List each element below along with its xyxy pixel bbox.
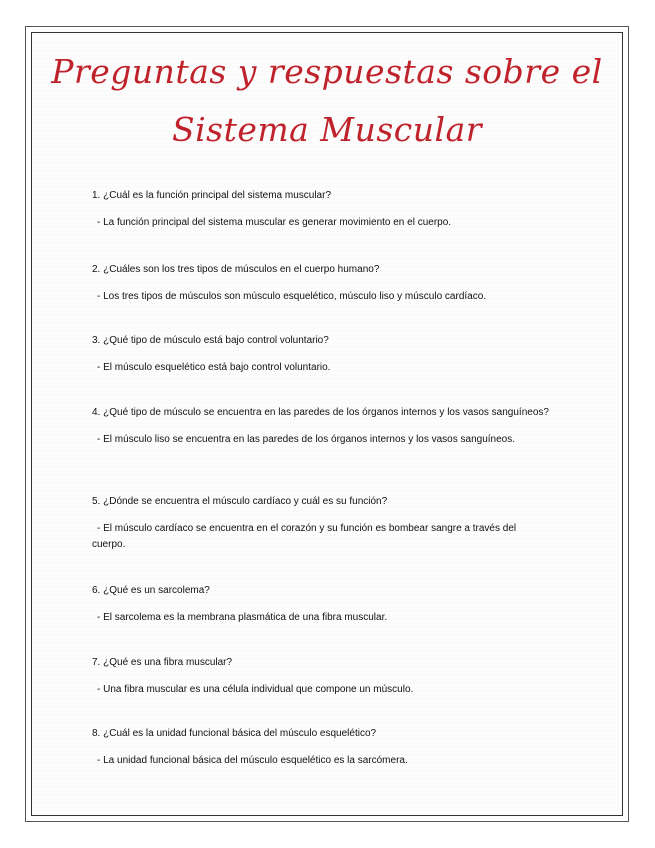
answer-8: - La unidad funcional básica del músculo esquelético es la sarcómera.: [97, 755, 408, 766]
question-8: 8. ¿Cuál es la unidad funcional básica del músculo esquelético?: [92, 728, 377, 739]
question-7: 7. ¿Qué es una fibra muscular?: [92, 657, 233, 668]
title-line-1: Preguntas y respuestas sobre el: [51, 52, 603, 91]
qa-item-6: [92, 583, 552, 626]
answer-5: - El músculo cardíaco se encuentra en el corazón y su función es bombear sangre a través del cuerpo.: [92, 523, 517, 550]
answer-2: - Los tres tipos de músculos son músculo esquelético, músculo liso y músculo cardíaco.: [97, 291, 487, 302]
title-line-2: Sistema Muscular: [171, 110, 483, 149]
answer-3: - El músculo esquelético está bajo control voluntario.: [97, 362, 331, 373]
qa-item-2: [92, 262, 552, 305]
answer-7: - Una fibra muscular es una célula individual que compone un músculo.: [97, 684, 414, 695]
question-6: 6. ¿Qué es un sarcolema?: [92, 585, 210, 596]
answer-1: - La función principal del sistema muscular es generar movimiento en el cuerpo.: [97, 217, 452, 228]
qa-item-3: [92, 333, 552, 376]
question-5: 5. ¿Dónde se encuentra el músculo cardíaco y cuál es su función?: [92, 496, 388, 507]
qa-item-4: [92, 405, 552, 448]
qa-item-8: [92, 726, 552, 769]
question-4: 4. ¿Qué tipo de músculo se encuentra en las paredes de los órganos internos y los vasos sanguíneos?: [92, 407, 549, 418]
answer-6: - El sarcolema es la membrana plasmática de una fibra muscular.: [97, 612, 388, 623]
question-2: 2. ¿Cuáles son los tres tipos de músculos en el cuerpo humano?: [92, 264, 380, 275]
question-3: 3. ¿Qué tipo de músculo está bajo control voluntario?: [92, 335, 329, 346]
qa-item-1: [92, 188, 552, 231]
qa-item-5: [92, 494, 552, 553]
answer-4: - El músculo liso se encuentra en las paredes de los órganos internos y los vasos sanguíneos.: [97, 434, 516, 445]
qa-item-7: [92, 655, 552, 698]
question-1: 1. ¿Cuál es la función principal del sistema muscular?: [92, 190, 331, 201]
